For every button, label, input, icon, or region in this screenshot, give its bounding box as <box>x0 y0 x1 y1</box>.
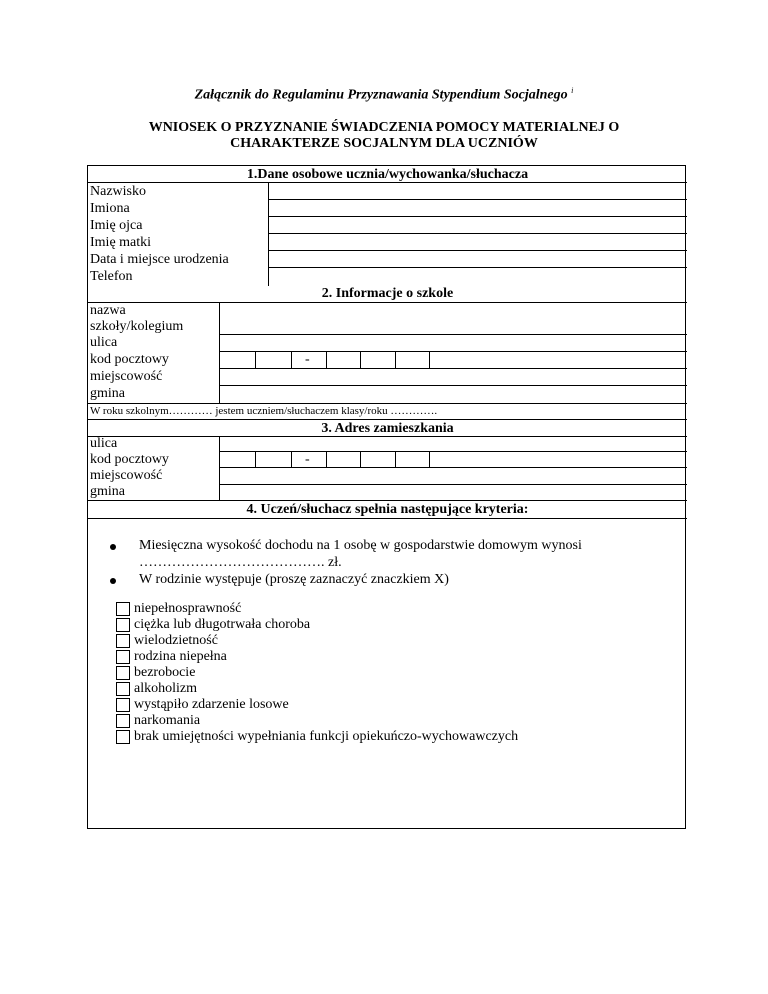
home-postal-dash: - <box>305 452 310 467</box>
form-title-line1: WNIOSEK O PRZYZNANIE ŚWIADCZENIA POMOCY MATERIALNEJ O <box>148 120 620 135</box>
family-issues-statement: W rodzinie występuje (proszę zaznaczyć znaczkiem X) <box>139 572 449 587</box>
input-mother-name[interactable] <box>269 234 686 250</box>
label-father-name: Imię ojca <box>90 218 143 233</box>
label-school-street: ulica <box>90 335 118 350</box>
section4-heading: 4. Uczeń/słuchacz spełnia następujące kryteria: <box>246 502 529 517</box>
input-home-city[interactable] <box>220 468 686 484</box>
criterion-label: narkomania <box>134 713 201 728</box>
criterion-label: ciężka lub długotrwała choroba <box>134 617 311 632</box>
income-amount-line[interactable]: …………………………………. zł. <box>139 555 342 570</box>
checkbox-large-family[interactable] <box>116 634 130 648</box>
label-school-postal-code: kod pocztowy <box>90 352 169 367</box>
bullet-icon <box>110 578 116 584</box>
checkbox-random-event[interactable] <box>116 698 130 712</box>
annex-title: Załącznik do Regulaminu Przyznawania Stypendium Socjalnego $^i$ <box>194 86 574 103</box>
input-school-commune[interactable] <box>220 386 686 403</box>
checkbox-care-inability[interactable] <box>116 730 130 744</box>
label-first-names: Imiona <box>90 201 130 216</box>
input-school-city[interactable] <box>220 369 686 385</box>
criterion-label: brak umiejętności wypełniania funkcji opiekuńczo-wychowawczych <box>134 729 519 744</box>
label-home-city: miejscowość <box>90 468 163 483</box>
criterion-label: bezrobocie <box>134 665 196 680</box>
input-home-commune[interactable] <box>220 485 686 500</box>
input-birth-date-place[interactable] <box>269 251 686 267</box>
label-birth-date-place: Data i miejsce urodzenia <box>90 252 229 267</box>
criterion-label: rodzina niepełna <box>134 649 227 664</box>
section1-heading: 1.Dane osobowe ucznia/wychowanka/słuchacza <box>246 167 529 182</box>
school-postal-dash: - <box>305 352 310 367</box>
footnote-mark: i <box>571 86 574 95</box>
criterion-label: wystąpiło zdarzenie losowe <box>134 697 289 712</box>
input-school-street[interactable] <box>220 335 686 351</box>
input-home-street[interactable] <box>220 437 686 451</box>
school-year-statement: W roku szkolnym………… jestem uczniem/słuchaczem klasy/roku …………. <box>90 405 438 417</box>
criterion-label: wielodzietność <box>134 633 218 648</box>
form-title-line2: CHARAKTERZE SOCJALNYM DLA UCZNIÓW <box>230 136 538 151</box>
label-surname: Nazwisko <box>90 184 146 199</box>
checkbox-serious-illness[interactable] <box>116 618 130 632</box>
input-phone[interactable] <box>269 268 686 284</box>
label-phone: Telefon <box>90 269 133 284</box>
form-title <box>0 120 768 152</box>
income-statement: Miesięczna wysokość dochodu na 1 osobę w gospodarstwie domowym wynosi <box>139 538 582 553</box>
label-home-postal-code: kod pocztowy <box>90 452 169 467</box>
label-school-city: miejscowość <box>90 369 163 384</box>
criterion-label: alkoholizm <box>134 681 197 696</box>
label-school-name-2: szkoły/kolegium <box>90 319 184 334</box>
label-home-commune: gmina <box>90 484 125 499</box>
checkbox-disability[interactable] <box>116 602 130 616</box>
checkbox-drug-addiction[interactable] <box>116 714 130 728</box>
criterion-label: niepełnosprawność <box>134 601 242 616</box>
label-school-name-1: nazwa <box>90 303 126 318</box>
input-first-names[interactable] <box>269 200 686 216</box>
input-school-name[interactable] <box>220 303 686 334</box>
section2-heading: 2. Informacje o szkole <box>321 286 454 301</box>
section3-heading: 3. Adres zamieszkania <box>321 421 454 436</box>
label-home-street: ulica <box>90 436 118 451</box>
label-mother-name: Imię matki <box>90 235 152 250</box>
checkbox-single-parent[interactable] <box>116 650 130 664</box>
application-form-table <box>87 165 686 829</box>
bullet-icon <box>110 544 116 550</box>
checkbox-alcoholism[interactable] <box>116 682 130 696</box>
checkbox-unemployment[interactable] <box>116 666 130 680</box>
label-school-commune: gmina <box>90 386 125 401</box>
input-father-name[interactable] <box>269 217 686 233</box>
input-surname[interactable] <box>269 183 686 199</box>
